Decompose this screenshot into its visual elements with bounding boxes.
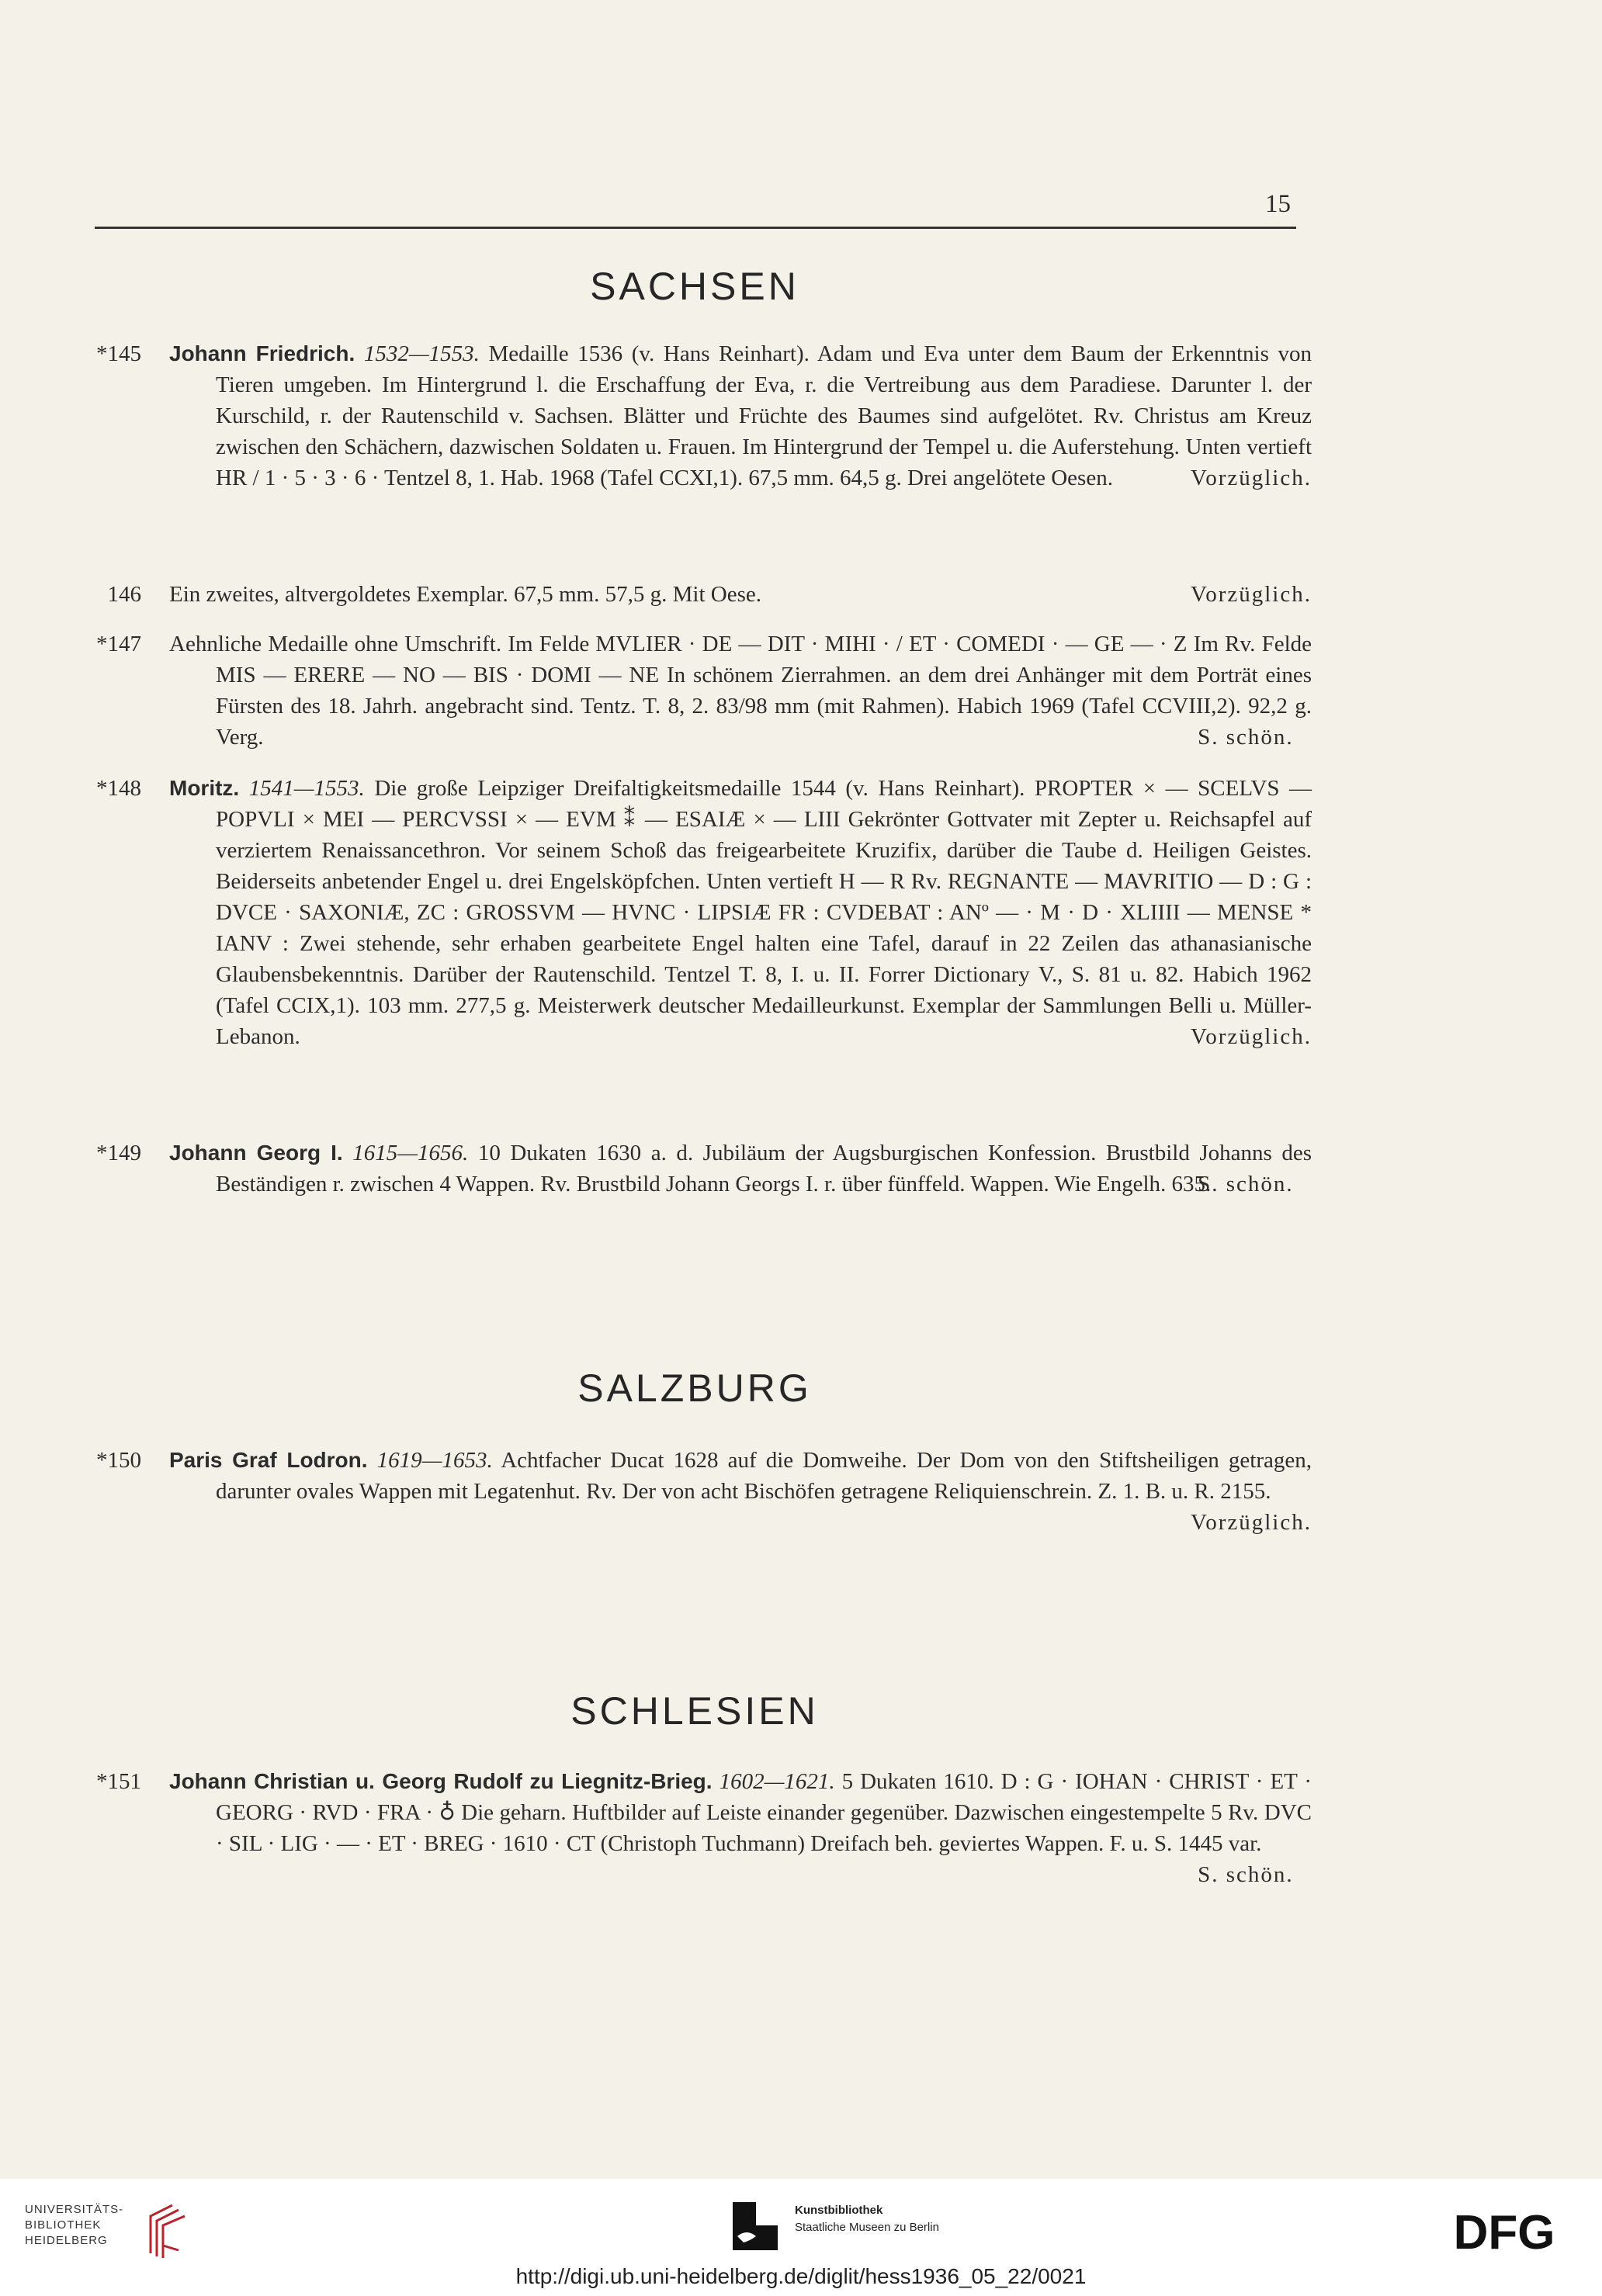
entry-text: Achtfacher Ducat 1628 auf die Domweihe. Der Dom von den Stiftsheiligen getragen, darunter ovales Wappen mit Legatenhut. Rv. Der von acht Bischöfen getragene Reliquienschrein. Z. 1. B. u. R. 2155. (216, 1448, 1312, 1504)
catalog-entry-146 (70, 579, 1312, 610)
ub-line: BIBLIOTHEK (25, 2218, 102, 2232)
entry-grade: Vorzüglich. (1191, 582, 1312, 607)
section-title-schlesien: SCHLESIEN (570, 1689, 819, 1733)
entry-dates: 1619—1653. (376, 1448, 493, 1473)
entry-dates: 1541—1553. (248, 776, 365, 801)
entry-number: *150 (96, 1448, 141, 1473)
catalog-entry-149 (70, 1138, 1312, 1200)
ub-line: UNIVERSITÄTS- (25, 2203, 124, 2216)
catalog-entry-150 (70, 1445, 1312, 1538)
dfg-logo[interactable] (1427, 2210, 1582, 2253)
entry-number: 146 (107, 582, 141, 607)
section-title-salzburg: SALZBURG (577, 1366, 812, 1410)
entry-grade: S. schön. (1198, 1862, 1294, 1887)
catalog-entry-145 (70, 338, 1312, 493)
entry-name: Moritz. (169, 776, 240, 800)
entry-dates: 1602—1621. (719, 1769, 835, 1794)
kb-name: Kunstbibliothek (795, 2204, 883, 2217)
entry-grade: Vorzüglich. (1191, 1510, 1312, 1535)
entry-text: 10 Dukaten 1630 a. d. Jubiläum der Augsburgischen Konfession. Brustbild Johanns des Beständigen r. zwischen 4 Wappen. Rv. Brustbild Johann Georgs I. r. über fünffeld. Wappen. Wie Engelh. 635. (216, 1141, 1312, 1196)
entry-text: 5 Dukaten 1610. D : G · IOHAN · CHRIST · ET · GEORG · RVD · FRA · ♁ Die geharn. Huftbilder auf Leiste einander gegenüber. Dazwischen eingestempelte 5 Rv. DVC · SIL · LIG · — · ET · BREG · 1610 · CT (Christoph Tuchmann) Dreifach beh. geviertes Wappen. F. u. S. 1445 var. (216, 1769, 1312, 1856)
section-title-sachsen: SACHSEN (590, 265, 799, 308)
dfg-logo-text: DFG (1453, 2210, 1555, 2253)
entry-grade: Vorzüglich. (1191, 466, 1312, 490)
entry-dates: 1532—1553. (363, 341, 480, 366)
entry-number: *149 (96, 1141, 141, 1165)
entry-name: Paris Graf Lodron. (169, 1448, 368, 1472)
page-number: 15 (1265, 190, 1291, 218)
entry-number: *147 (96, 632, 141, 656)
entry-name: Johann Friedrich. (169, 341, 355, 365)
ub-heidelberg-logo-text[interactable] (25, 2202, 123, 2249)
entry-number: *148 (96, 776, 141, 801)
kunstbibliothek-logo-icon[interactable] (733, 2202, 778, 2250)
catalog-entry-151 (70, 1766, 1312, 1890)
entry-text: Aehnliche Medaille ohne Umschrift. Im Felde MVLIER · DE — DIT · MIHI · / ET · COMEDI · — GE — · Z Im Rv. Felde MIS — ERERE — NO — BIS · DOMI — NE In schönem Zierrahmen. an dem drei Anhänger mit dem Porträt eines Fürsten des 18. Jahrh. angebracht sind. Tentz. T. 8, 2. 83/98 mm (mit Rahmen). Habich 1969 (Tafel CCVIII,2). 92,2 g. Verg. (169, 632, 1312, 750)
header-rule (95, 227, 1296, 229)
entry-number: *151 (96, 1769, 141, 1794)
ub-heidelberg-logo-icon[interactable] (144, 2199, 191, 2261)
entry-text: Ein zweites, altvergoldetes Exemplar. 67,5 mm. 57,5 g. Mit Oese. (169, 582, 761, 607)
entry-grade: Vorzüglich. (1191, 1024, 1312, 1049)
entry-number: *145 (96, 341, 141, 366)
entry-text: Medaille 1536 (v. Hans Reinhart). Adam und Eva unter dem Baum der Erkenntnis von Tieren umgeben. Im Hintergrund l. die Erschaffung der Eva, r. die Vertreibung aus dem Paradiese. Darunter l. der Kurschild, r. der Rautenschild v. Sachsen. Blätter und Früchte des Baumes sind aufgelötet. Rv. Christus am Kreuz zwischen den Schächern, dazwischen Soldaten u. Frauen. Im Hintergrund der Tempel u. die Auferstehung. Unten vertieft HR / 1 · 5 · 3 · 6 · Tentzel 8, 1. Hab. 1968 (Tafel CCXI,1). 67,5 mm. 64,5 g. Drei angelötete Oesen. (216, 341, 1312, 490)
entry-name: Johann Georg I. (169, 1141, 343, 1165)
entry-name: Johann Christian u. Georg Rudolf zu Liegnitz-Brieg. (169, 1769, 713, 1793)
kunstbibliothek-logo-text[interactable] (795, 2202, 939, 2236)
page-url[interactable]: http://digi.ub.uni-heidelberg.de/diglit/hess1936_05_22/0021 (515, 2264, 1087, 2288)
entry-text: Die große Leipziger Dreifaltigkeitsmedaille 1544 (v. Hans Reinhart). PROPTER × — SCELVS — POPVLI × MEI — PERCVSSI × — EVM ⁑ — ESAIÆ × — LIII Gekrönter Gottvater mit Zepter u. Reichsapfel auf verziertem Renaissancethron. Vor seinem Schoß das freigearbeitete Kruzifix, darüber die Taube d. Heiligen Geistes. Beiderseits anbetender Engel u. drei Engelsköpfchen. Unten vertieft H — R Rv. REGNANTE — MAVRITIO — D : G : DVCE · SAXONIÆ, ZC : GROSSVM — HVNC · LIPSIÆ FR : CVDEBAT : ANº — · M · D · XLIIII — MENSE * IANV : Zwei stehende, sehr erhaben gearbeitete Engel halten eine Tafel, darauf in 22 Zeilen das athanasianische Glaubensbekenntnis. Darüber der Rautenschild. Tentzel T. 8, I. u. II. Forrer Dictionary V., S. 81 u. 82. Habich 1962 (Tafel CCIX,1). 103 mm. 277,5 g. Meisterwerk deutscher Medailleurkunst. Exemplar der Sammlungen Belli u. Müller-Lebanon. (216, 776, 1312, 1049)
entry-grade: S. schön. (1198, 1172, 1294, 1196)
entry-dates: 1615—1656. (352, 1141, 469, 1165)
kb-subtitle: Staatliche Museen zu Berlin (795, 2221, 939, 2234)
entry-grade: S. schön. (1198, 725, 1294, 750)
catalog-entry-147 (70, 629, 1312, 753)
catalog-entry-148 (70, 773, 1312, 1052)
ub-line: HEIDELBERG (25, 2234, 108, 2247)
